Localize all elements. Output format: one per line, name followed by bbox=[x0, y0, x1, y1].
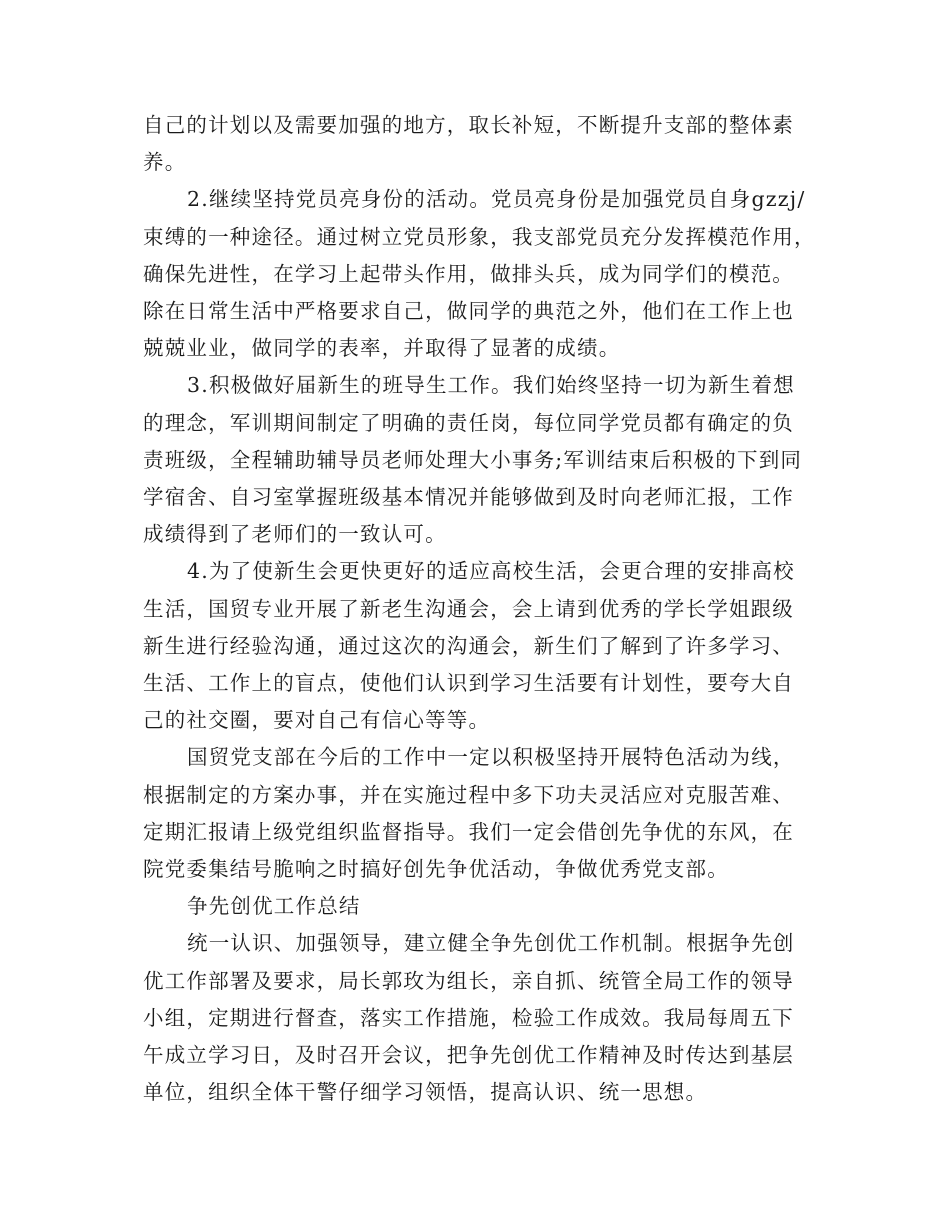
text-line: 确保先进性，在学习上起带头作用，做排头兵，成为同学们的模范。 bbox=[143, 261, 794, 286]
heading-text: 争先创优工作总结 bbox=[187, 894, 361, 919]
paragraph-6 bbox=[143, 925, 813, 1111]
text-line: 2.继续坚持党员亮身份的活动。党员亮身份是加强党员自身gzzj/ bbox=[187, 187, 806, 212]
paragraph-2 bbox=[143, 181, 816, 367]
text-line: 统一认识、加强领导，建立健全争先创优工作机制。根据争先创 bbox=[187, 931, 795, 956]
text-line: 单位，组织全体干警仔细学习领悟，提高认识、统一思想。 bbox=[143, 1080, 708, 1105]
paragraph-1 bbox=[143, 107, 813, 181]
text-line: 生活，国贸专业开展了新老生沟通会，会上请到优秀的学长学姐跟级 bbox=[143, 596, 794, 621]
text-line: 束缚的一种途径。通过树立党员形象，我支部党员充分发挥模范作用， bbox=[143, 224, 816, 249]
text-line: 生活、工作上的盲点，使他们认识到学习生活要有计划性，要夸大自 bbox=[143, 671, 794, 696]
text-line: 3.积极做好届新生的班导生工作。我们始终坚持一切为新生着想 bbox=[187, 373, 795, 398]
text-line: 兢兢业业，做同学的表率，并取得了显著的成绩。 bbox=[143, 336, 621, 361]
paragraph-4 bbox=[143, 553, 813, 739]
text-line: 院党委集结号脆响之时搞好创先争优活动，争做优秀党支部。 bbox=[143, 857, 729, 882]
text-line: 4.为了使新生会更快更好的适应高校生活，会更合理的安排高校 bbox=[187, 559, 795, 584]
text-line: 国贸党支部在今后的工作中一定以积极坚持开展特色活动为线， bbox=[187, 745, 795, 770]
paragraph-3 bbox=[143, 367, 813, 553]
text-line: 根据制定的方案办事，并在实施过程中多下功夫灵活应对克服苦难、 bbox=[143, 782, 794, 807]
paragraph-5 bbox=[143, 739, 813, 888]
text-line: 的理念，军训期间制定了明确的责任岗，每位同学党员都有确定的负 bbox=[143, 410, 794, 435]
text-line: 责班级，全程辅助辅导员老师处理大小事务;军训结束后积极的下到同 bbox=[143, 447, 803, 472]
text-line: 己的社交圈，要对自己有信心等等。 bbox=[143, 708, 491, 733]
document-body bbox=[143, 107, 816, 1111]
text-line: 优工作部署及要求，局长郭玫为组长，亲自抓、统管全局工作的领导 bbox=[143, 968, 794, 993]
text-line: 自己的计划以及需要加强的地方，取长补短，不断提升支部的整体素 bbox=[143, 113, 794, 137]
text-line: 养。 bbox=[143, 150, 187, 175]
text-line: 定期汇报请上级党组织监督指导。我们一定会借创先争优的东风，在 bbox=[143, 819, 794, 844]
text-line: 新生进行经验沟通，通过这次的沟通会，新生们了解到了许多学习、 bbox=[143, 633, 794, 658]
text-line: 成绩得到了老师们的一致认可。 bbox=[143, 522, 447, 547]
text-line: 小组，定期进行督查，落实工作措施，检验工作成效。我局每周五下 bbox=[143, 1005, 794, 1030]
text-line: 除在日常生活中严格要求自己，做同学的典范之外，他们在工作上也 bbox=[143, 299, 794, 324]
section-heading bbox=[143, 888, 813, 925]
text-line: 学宿舍、自习室掌握班级基本情况并能够做到及时向老师汇报，工作 bbox=[143, 485, 794, 510]
text-line: 午成立学习日，及时召开会议，把争先创优工作精神及时传达到基层 bbox=[143, 1043, 794, 1068]
